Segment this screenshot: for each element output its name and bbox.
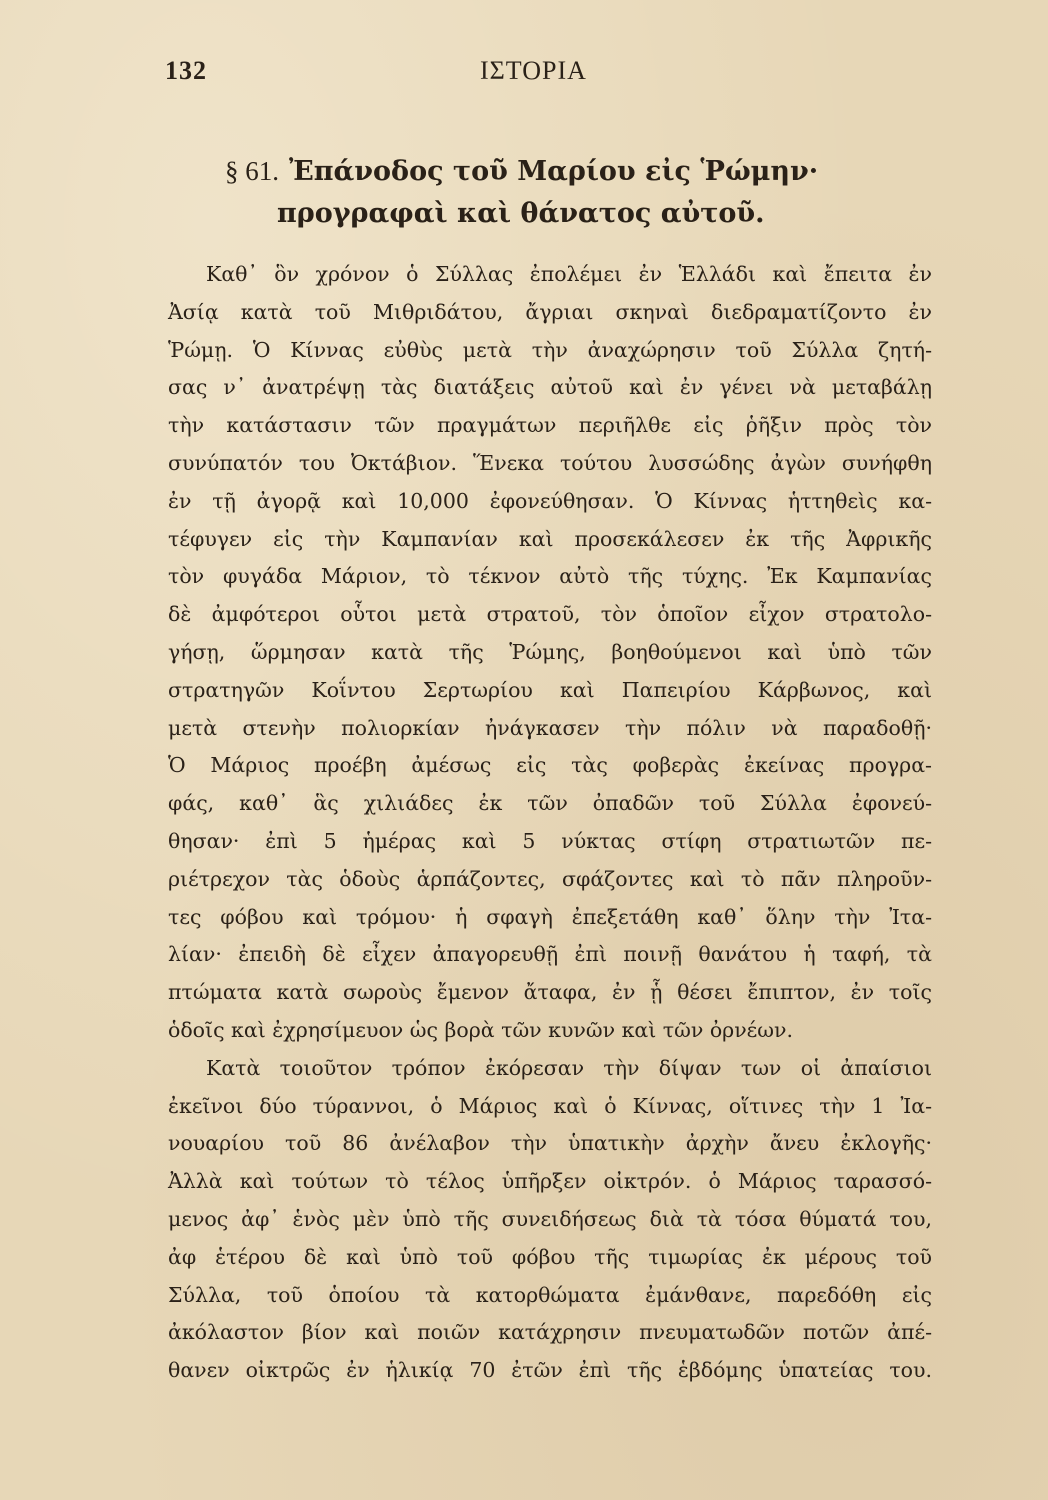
text-line: γήσῃ, ὥρμησαν κατὰ τῆς Ῥώμης, βοηθούμενοι καὶ ὑπὸ τῶν xyxy=(168,639,932,664)
text-line: τέφυγεν εἰς τὴν Καμπανίαν καὶ προσεκάλεσεν ἐκ τῆς Ἀφρικῆς xyxy=(168,526,932,551)
text-line: συνύπατόν του Ὀκτάβιον. Ἕνεκα τούτου λυσσώδης ἀγὼν συνήφθη xyxy=(168,450,932,475)
text-line: θησαν· ἐπὶ 5 ἡμέρας καὶ 5 νύκτας στίφη στρατιωτῶν πε- xyxy=(168,828,932,853)
text-line: ὁδοῖς καὶ ἐχρησίμευον ὡς βορὰ τῶν κυνῶν καὶ τῶν ὀρνέων. xyxy=(168,1017,793,1042)
text-line: Σύλλα, τοῦ ὁποίου τὰ κατορθώματα ἐμάνθανε, παρεδόθη εἰς xyxy=(168,1282,932,1307)
body-text xyxy=(168,256,932,1390)
text-line: τες φόβου καὶ τρόμου· ἡ σφαγὴ ἐπεξετάθη καθ᾿ ὅλην τὴν Ἰτα- xyxy=(168,904,932,929)
text-line: Ἀλλὰ καὶ τούτων τὸ τέλος ὑπῆρξεν οἰκτρόν. ὁ Μάριος ταρασσό- xyxy=(168,1169,932,1194)
text-line: Κατὰ τοιοῦτον τρόπον ἐκόρεσαν τὴν δίψαν των οἱ ἀπαίσιοι xyxy=(206,1055,932,1080)
text-line: Ῥώμῃ. Ὁ Κίννας εὐθὺς μετὰ τὴν ἀναχώρησιν τοῦ Σύλλα ζητή- xyxy=(168,337,932,362)
section-title-line-1: Ἐπάνοδος τοῦ Μαρίου εἰς Ῥώμην· xyxy=(289,156,819,187)
text-line: δὲ ἀμφότεροι οὗτοι μετὰ στρατοῦ, τὸν ὁποῖον εἶχον στρατολο- xyxy=(168,602,932,627)
text-line: σας ν᾿ ἀνατρέψῃ τὰς διατάξεις αὐτοῦ καὶ ἐν γένει νὰ μεταβάλῃ xyxy=(168,375,932,400)
text-line: ἐν τῇ ἀγορᾷ καὶ 10,000 ἐφονεύθησαν. Ὁ Κίννας ἡττηθεὶς κα- xyxy=(168,488,932,513)
section-heading xyxy=(225,150,845,235)
text-line: λίαν· ἐπειδὴ δὲ εἶχεν ἀπαγορευθῇ ἐπὶ ποινῇ θανάτου ἡ ταφή, τὰ xyxy=(168,942,932,967)
section-number: § 61. xyxy=(225,156,279,186)
text-line: τὸν φυγάδα Μάριον, τὸ τέκνον αὐτὸ τῆς τύχης. Ἐκ Καμπανίας xyxy=(168,564,932,589)
running-head xyxy=(0,56,1048,96)
text-line: μετὰ στενὴν πολιορκίαν ἠνάγκασεν τὴν πόλιν νὰ παραδοθῇ· xyxy=(168,715,932,740)
page-number: 132 xyxy=(165,56,207,85)
running-title: ΙΣΤΟΡΙΑ xyxy=(480,56,587,85)
text-line: φάς, καθ᾿ ἃς χιλιάδες ἐκ τῶν ὀπαδῶν τοῦ Σύλλα ἐφονεύ- xyxy=(168,791,932,816)
text-line: ἀκόλαστον βίον καὶ ποιῶν κατάχρησιν πνευματωδῶν ποτῶν ἀπέ- xyxy=(168,1320,932,1345)
text-line: ἐκεῖνοι δύο τύραννοι, ὁ Μάριος καὶ ὁ Κίννας, οἵτινες τὴν 1 Ἰα- xyxy=(168,1093,932,1118)
text-line: στρατηγῶν Κοΐντου Σερτωρίου καὶ Παπειρίου Κάρβωνος, καὶ xyxy=(168,677,932,702)
text-line: τὴν κατάστασιν τῶν πραγμάτων περιῆλθε εἰς ῥῆξιν πρὸς τὸν xyxy=(168,413,932,438)
text-line: ἀφ ἑτέρου δὲ καὶ ὑπὸ τοῦ φόβου τῆς τιμωρίας ἐκ μέρους τοῦ xyxy=(168,1244,932,1269)
text-line: Ἀσίᾳ κατὰ τοῦ Μιθριδάτου, ἄγριαι σκηναὶ διεδραματίζοντο ἐν xyxy=(168,299,932,324)
text-line: ριέτρεχον τὰς ὁδοὺς ἁρπάζοντες, σφάζοντες καὶ τὸ πᾶν πληροῦν- xyxy=(168,866,932,891)
section-title-line-2: προγραφαὶ καὶ θάνατος αὐτοῦ. xyxy=(277,198,765,229)
text-line: Καθ᾿ ὃν χρόνον ὁ Σύλλας ἐπολέμει ἐν Ἑλλάδι καὶ ἔπειτα ἐν xyxy=(206,262,932,286)
text-line: μενος ἀφ᾿ ἑνὸς μὲν ὑπὸ τῆς συνειδήσεως διὰ τὰ τόσα θύματά του, xyxy=(168,1206,932,1231)
text-line: πτώματα κατὰ σωροὺς ἔμενον ἄταφα, ἐν ᾗ θέσει ἔπιπτον, ἐν τοῖς xyxy=(168,980,932,1005)
text-line: θανεν οἰκτρῶς ἐν ἡλικίᾳ 70 ἐτῶν ἐπὶ τῆς ἑβδόμης ὑπατείας του. xyxy=(168,1358,932,1383)
text-line: Ὁ Μάριος προέβη ἀμέσως εἰς τὰς φοβερὰς ἐκείνας προγρα- xyxy=(168,753,932,778)
text-line: νουαρίου τοῦ 86 ἀνέλαβον τὴν ὑπατικὴν ἀρχὴν ἄνευ ἐκλογῆς· xyxy=(168,1131,932,1156)
